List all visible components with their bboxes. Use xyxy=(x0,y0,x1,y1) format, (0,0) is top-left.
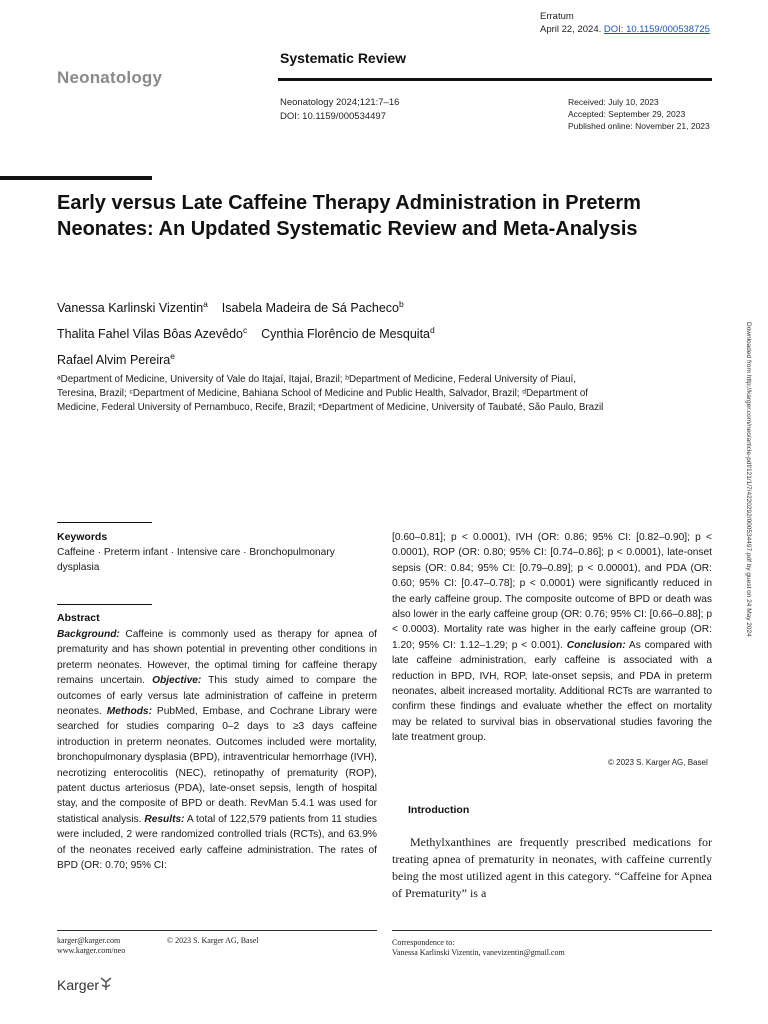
title-rule xyxy=(0,176,152,180)
correspondence-label: Correspondence to: xyxy=(392,938,455,947)
erratum-line xyxy=(540,23,710,36)
author-line-2 xyxy=(57,319,677,345)
author-name: Thalita Fahel Vilas Bôas Azevêdo xyxy=(57,327,243,342)
accepted-date: Accepted: September 29, 2023 xyxy=(568,109,686,119)
author-sup: c xyxy=(243,325,248,336)
author-sup: b xyxy=(399,299,404,309)
erratum-label: Erratum xyxy=(540,11,574,22)
keywords-rule xyxy=(57,522,152,523)
erratum-notice xyxy=(540,10,710,36)
keywords-heading: Keywords xyxy=(57,531,108,543)
citation-doi: DOI: 10.1159/000534497 xyxy=(280,111,386,122)
objective-text: This study aimed to compare the outcomes of early versus late administration of caffeine in preterm neonates. xyxy=(57,675,378,718)
article-title: Early versus Late Caffeine Therapy Administration in Preterm Neonates: An Updated Systematic Review and Meta-Analysis xyxy=(57,192,641,240)
results-text-cont: [0.60–0.81]; p < 0.0001), IVH (OR: 0.86; 95% CI: [0.82–0.90]; p < 0.0001), ROP (OR: 0.80; 95% CI: [0.74–0.86]; p < 0.0001), late-onset sepsis (OR: 0.84; 95% CI: [0.79–0.89]; p < 0.00001), and PDA (OR: 0.60; 95% CI: [0.47–0.78]; p < 0.0001) were significantly reduced in the early caffeine group. The composite outcome of BPD or death was also lower in the early caffeine group (OR: 0.76; 95% CI: [0.66–0.88]; p < 0.0003). Mortality rate was higher in the early caffeine group (OR: 1.20; 95% CI: 1.12–1.29; p < 0.001). xyxy=(392,532,712,651)
footer-website[interactable]: www.karger.com/neo xyxy=(57,946,126,955)
author-sup: a xyxy=(203,299,208,309)
author-name: Cynthia Florêncio de Mesquita xyxy=(261,327,430,342)
abstract-body-col1 xyxy=(57,627,377,874)
footer-contact xyxy=(57,936,125,956)
author-line-1 xyxy=(57,293,677,319)
section-type: Systematic Review xyxy=(280,50,407,66)
karger-logo-text: Karger xyxy=(57,977,100,993)
author-list xyxy=(57,293,677,371)
introduction-heading: Introduction xyxy=(408,804,470,816)
article-dates xyxy=(568,96,710,132)
citation-volume: Neonatology 2024;121:7–16 xyxy=(280,97,400,108)
keywords-text: Caffeine · Preterm infant · Intensive care · Bronchopulmonary dysplasia xyxy=(57,547,335,574)
karger-logo xyxy=(57,976,113,993)
correspondence-text: Vanessa Karlinski Vizentin, vanevizentin@gmail.com xyxy=(392,948,565,957)
background-text: Caffeine is commonly used as therapy for apnea of prematurity and has shown potential in preventing other conditions in preterm neonates. However, the optimal timing for caffeine therapy remains uncertain. xyxy=(57,629,377,687)
published-date: Published online: November 21, 2023 xyxy=(568,121,710,131)
background-label: Background: xyxy=(57,629,120,640)
author-name: Rafael Alvim Pereira xyxy=(57,353,171,368)
download-watermark: Downloaded from http://karger.com/neo/article-pdf/121/1/7/4220292/000534497.pdf by guest on 24 May 2024 xyxy=(745,322,752,637)
introduction-text xyxy=(392,834,712,902)
footer-rule-right xyxy=(392,930,712,931)
erratum-doi-link[interactable]: DOI: 10.1159/000538725 xyxy=(603,24,710,35)
header-rule xyxy=(278,78,712,81)
author-sup: e xyxy=(170,351,175,362)
received-date: Received: July 10, 2023 xyxy=(568,97,659,107)
results-text: A total of 122,579 patients from 11 studies were included, 2 were randomized controlled trials (RCTs), and 63.9% of the neonates received early caffeine administration. The rates of BPD (OR: 0.70; 95% CI: xyxy=(57,813,377,872)
footer-correspondence xyxy=(392,938,565,958)
abstract-heading: Abstract xyxy=(57,612,100,624)
journal-name: Neonatology xyxy=(57,68,163,87)
methods-label: Methods: xyxy=(106,706,152,718)
author-sup: d xyxy=(430,325,435,336)
abstract-rule xyxy=(57,604,152,605)
methods-text: PubMed, Embase, and Cochrane Library were searched for studies comparing 0–2 days to ≥3 days caffeine introduction in preterm neonates. Outcomes included were mortality, bronchopulmonary dysplasia (BPD), intraventricular hemorrhage (IVH), necrotizing enterocolitis (NEC), retinopathy of prematurity (ROP), patent ductus arteriosus (PDA), late-onset sepsis, length of hospital stay, and the composite of BPD or death. RevMan 5.4.1 was used for statistical analysis. xyxy=(57,706,377,825)
introduction-paragraph: Methylxanthines are frequently prescribed medications for treating apnea of prematurity in neonates, with caffeine currently being the most utilized agent in this category. “Caffeine for Apnea of Prematurity” is a xyxy=(392,835,712,900)
abstract-copyright: © 2023 S. Karger AG, Basel xyxy=(608,758,708,767)
author-name: Vanessa Karlinski Vizentin xyxy=(57,301,204,316)
karger-logo-icon xyxy=(99,976,113,992)
results-label: Results: xyxy=(144,813,185,825)
citation-info xyxy=(280,96,399,124)
footer-rule-left xyxy=(57,930,377,931)
affiliations: ᵃDepartment of Medicine, University of Vale do Itajaí, Itajaí, Brazil; ᵇDepartment of Medicine, Federal University of Piauí, Teresina, Brazil; ᶜDepartment of Medicine, Bahiana School of Medicine and Public Health, Salvador, Brazil; ᵈDepartment of Medicine, Federal University of Pernambuco, Recife, Brazil; ᵉDepartment of Medicine, University of Taubaté, São Paulo, Brazil xyxy=(57,374,604,413)
objective-label: Objective: xyxy=(152,675,202,687)
footer-copyright: © 2023 S. Karger AG, Basel xyxy=(167,936,259,945)
author-name: Isabela Madeira de Sá Pacheco xyxy=(221,301,399,316)
erratum-date: April 22, 2024. xyxy=(540,24,602,35)
conclusion-text: As compared with late caffeine administration, early caffeine is associated with a reduction in BPD, IVH, ROP, late-onset sepsis, and PDA in preterm neonates, albeit increased mortality. Additional RCTs are warranted to confirm these findings and evaluate whether the effect on mortality may be related to survival bias in observational studies favoring the late treatment group. xyxy=(392,639,712,744)
author-line-3 xyxy=(57,345,677,371)
conclusion-label: Conclusion: xyxy=(566,639,626,651)
abstract-body-col2 xyxy=(392,530,712,746)
footer-email[interactable]: karger@karger.com xyxy=(57,936,121,945)
